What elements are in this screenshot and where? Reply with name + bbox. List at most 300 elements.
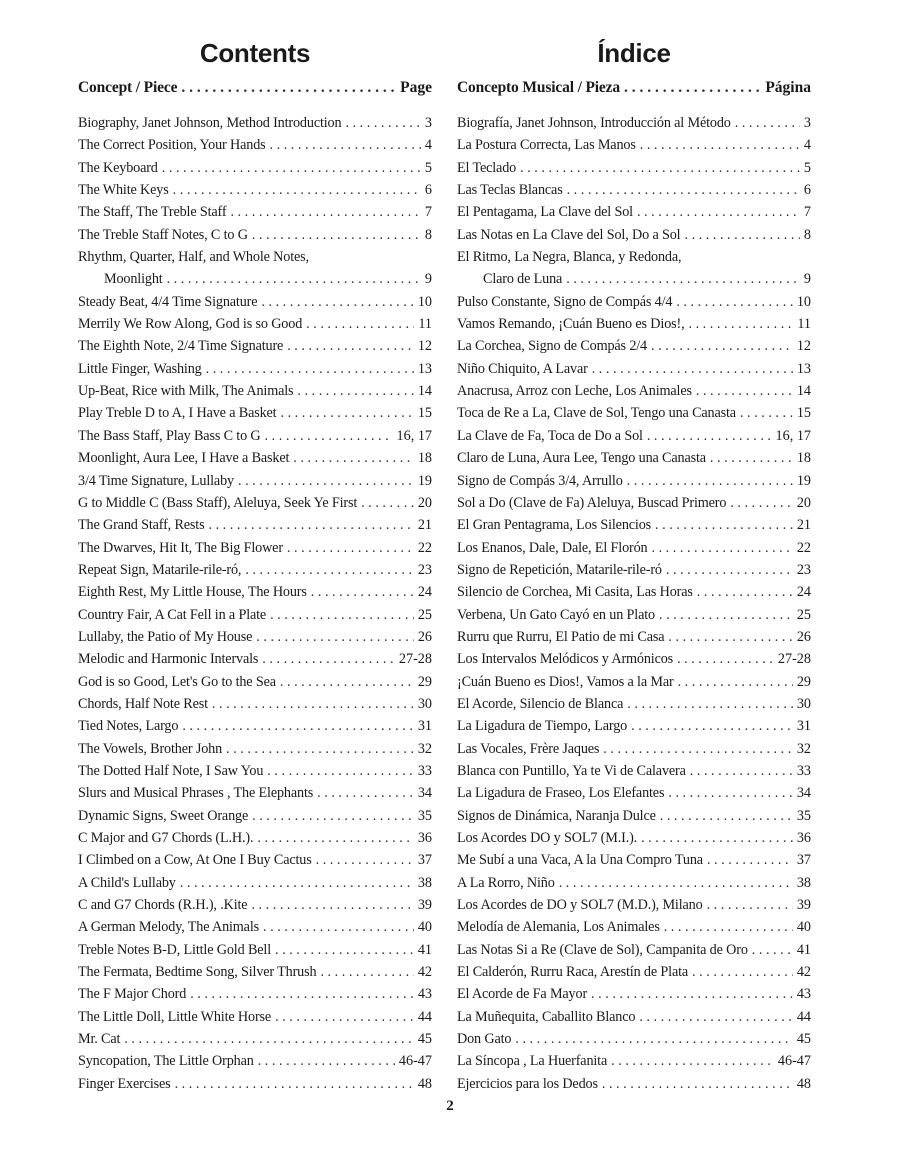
toc-entry-label: The Grand Staff, Rests [78, 517, 205, 534]
toc-entry-label: The Dwarves, Hit It, The Big Flower [78, 539, 283, 556]
toc-row [78, 827, 432, 849]
leader-dots [684, 224, 799, 246]
toc-entry-page: 41 [796, 941, 811, 958]
toc-entry-label: Biografía, Janet Johnson, Introducción al Método [457, 115, 731, 131]
leader-dots [696, 380, 793, 402]
toc-entry-page: 30 [417, 695, 432, 712]
toc-entry-label: The White Keys [78, 182, 169, 199]
leader-dots [167, 268, 421, 290]
toc-entry-page: 12 [417, 338, 432, 355]
leader-dots [647, 425, 772, 447]
toc-entry-page: 3 [803, 115, 811, 131]
toc-row [78, 380, 432, 402]
leader-dots [297, 380, 413, 402]
toc-entry-label: La Corchea, Signo de Compás 2/4 [457, 338, 647, 355]
leader-dots [175, 1073, 414, 1095]
contents-column [78, 34, 432, 1095]
leader-dots [261, 291, 413, 313]
toc-entry-page: 39 [796, 897, 811, 914]
toc-entry-page: 33 [417, 762, 432, 779]
leader-dots [730, 492, 793, 514]
toc-row [457, 224, 811, 246]
toc-row [457, 559, 811, 581]
toc-row [457, 179, 811, 201]
toc-entry-label: Los Intervalos Melódicos y Armónicos [457, 651, 674, 668]
toc-entry-page: 12 [796, 338, 811, 355]
toc-entry-page: 35 [796, 807, 811, 824]
toc-row [457, 872, 811, 894]
toc-row [78, 492, 432, 514]
toc-row [78, 604, 432, 626]
toc-entry-label: The Dotted Half Note, I Saw You [78, 762, 264, 779]
toc-row [457, 827, 811, 849]
toc-entry-page: 22 [796, 539, 811, 556]
leader-dots [293, 447, 414, 469]
toc-entry-page: 20 [417, 494, 432, 511]
toc-entry-page: 15 [417, 405, 432, 422]
toc-entry-label: Claro de Luna [483, 271, 563, 288]
toc-entry-page: 16, 17 [396, 427, 432, 444]
toc-row [78, 559, 432, 581]
toc-row [78, 358, 432, 380]
toc-row [78, 983, 432, 1005]
page-number: 2 [446, 1098, 454, 1114]
toc-entry-label: Los Acordes de DO y SOL7 (M.D.), Milano [457, 897, 703, 914]
toc-entry-label: Finger Exercises [78, 1075, 171, 1092]
toc-entry-page: 20 [796, 494, 811, 511]
toc-row [457, 335, 811, 357]
toc-entry-label: El Acorde, Silencio de Blanca [457, 695, 624, 712]
toc-entry-label: El Calderón, Rurru Raca, Arestín de Plata [457, 964, 689, 981]
leader-dots [688, 313, 793, 335]
leader-dots [641, 827, 793, 849]
toc-entry-page: 14 [796, 383, 811, 400]
toc-row [457, 425, 811, 447]
toc-entry-page: 37 [796, 852, 811, 869]
toc-entry-page: 26 [796, 628, 811, 645]
leader-dots [190, 983, 414, 1005]
concepto-header: Concepto Musical / Pieza [457, 79, 620, 96]
leader-dots [567, 179, 800, 201]
toc-row [457, 916, 811, 938]
toc-row [78, 738, 432, 760]
toc-entry-label: El Acorde de Fa Mayor [457, 986, 588, 1003]
leader-dots [690, 760, 793, 782]
toc-entry-page: 48 [417, 1075, 432, 1092]
leader-dots [182, 715, 414, 737]
toc-row [457, 693, 811, 715]
toc-entry-label: Las Notas en La Clave del Sol, Do a Sol [457, 226, 681, 243]
toc-entry-page: 8 [803, 226, 811, 243]
leader-dots [637, 201, 800, 223]
toc-entry-page: 13 [417, 360, 432, 377]
toc-entry-page: 18 [796, 450, 811, 467]
leader-dots [311, 581, 414, 603]
toc-entry-page: 5 [803, 159, 811, 176]
toc-entry-label: Country Fair, A Cat Fell in a Plate [78, 606, 267, 623]
toc-entry-label: Vamos Remando, ¡Cuán Bueno es Dios!, [457, 316, 685, 333]
toc-entry-label: The Vowels, Brother John [78, 740, 223, 757]
leader-dots [678, 671, 793, 693]
toc-row [457, 134, 811, 156]
toc-entry-label: Melodía de Alemania, Los Animales [457, 919, 660, 936]
toc-entry-page: 39 [417, 897, 432, 914]
toc-entry-label: Silencio de Corchea, Mi Casita, Las Horas [457, 584, 693, 601]
toc-entry-page: 23 [796, 561, 811, 578]
toc-row [457, 1028, 811, 1050]
toc-entry-label: Melodic and Harmonic Intervals [78, 651, 259, 668]
leader-dots [265, 425, 393, 447]
leader-dots [639, 1006, 792, 1028]
toc-row [78, 626, 432, 648]
toc-row [457, 1006, 811, 1028]
leader-dots [245, 559, 413, 581]
toc-entry-label: Biography, Janet Johnson, Method Introduction [78, 115, 342, 131]
toc-row [457, 1050, 811, 1072]
toc-entry-page: 7 [424, 204, 432, 221]
toc-entry-page: 41 [417, 941, 432, 958]
toc-entry-page: 30 [796, 695, 811, 712]
toc-entry-label: El Teclado [457, 159, 517, 176]
leader-dots [735, 112, 800, 134]
toc-entry-label: Rhythm, Quarter, Half, and Whole Notes, [78, 249, 309, 266]
toc-row [457, 157, 811, 179]
toc-row [457, 246, 811, 268]
toc-row [78, 179, 432, 201]
toc-row [457, 738, 811, 760]
leader-dots [710, 447, 793, 469]
toc-entry-label: Anacrusa, Arroz con Leche, Los Animales [457, 383, 692, 400]
leader-dots [707, 894, 793, 916]
toc-entry-label: ¡Cuán Bueno es Dios!, Vamos a la Mar [457, 673, 674, 690]
toc-entry-page: 4 [803, 137, 811, 154]
leader-dots [287, 537, 414, 559]
toc-entry-label: Blanca con Puntillo, Ya te Vi de Calavera [457, 762, 686, 779]
toc-row [457, 112, 811, 134]
toc-entry-page: 38 [417, 874, 432, 891]
toc-entry-label: Chords, Half Note Rest [78, 695, 208, 712]
leader-dots [651, 537, 792, 559]
toc-entry-page: 21 [796, 517, 811, 534]
toc-row [78, 134, 432, 156]
toc-entry-page: 22 [417, 539, 432, 556]
toc-row [78, 648, 432, 670]
toc-entry-page: 25 [417, 606, 432, 623]
toc-entry-label: Los Acordes DO y SOL7 (M.I.). [457, 830, 638, 846]
toc-entry-page: 10 [796, 293, 811, 310]
leader-dots [668, 782, 792, 804]
leader-dots [655, 514, 793, 536]
toc-entry-page: 40 [417, 919, 432, 936]
toc-row [457, 983, 811, 1005]
toc-row [457, 514, 811, 536]
toc-entry-page: 45 [417, 1031, 432, 1048]
indice-title: Índice [597, 38, 671, 68]
toc-row [457, 492, 811, 514]
toc-row [457, 760, 811, 782]
toc-row [78, 872, 432, 894]
leader-dots [624, 74, 761, 102]
leader-dots [692, 961, 793, 983]
toc-row [78, 112, 432, 134]
toc-entry-label: I Climbed on a Cow, At One I Buy Cactus [78, 852, 312, 869]
toc-row [457, 782, 811, 804]
leader-dots [660, 805, 793, 827]
toc-entry-label: G to Middle C (Bass Staff), Aleluya, Seek Ye First [78, 494, 358, 511]
toc-entry-label: La Postura Correcta, Las Manos [457, 137, 636, 154]
leader-dots [591, 983, 793, 1005]
toc-entry-label: Repeat Sign, Matarile-rile-ró, [78, 561, 242, 578]
toc-entry-label: The Keyboard [78, 159, 158, 176]
toc-row [78, 581, 432, 603]
toc-entry-label: La Ligadura de Fraseo, Los Elefantes [457, 785, 665, 802]
toc-entry-page: 44 [796, 1008, 811, 1025]
toc-entry-page: 14 [417, 383, 432, 400]
toc-entry-label: The Little Doll, Little White Horse [78, 1008, 272, 1025]
indice-header [457, 74, 811, 102]
toc-entry-label: La Ligadura de Tiempo, Largo [457, 718, 628, 735]
toc-row [78, 246, 432, 268]
toc-entry-page: 29 [417, 673, 432, 690]
toc-entry-label: Moonlight [104, 271, 163, 288]
toc-entry-page: 16, 17 [775, 427, 811, 444]
toc-row [78, 201, 432, 223]
toc-entry-page: 5 [424, 159, 432, 176]
toc-entry-label: La Síncopa , La Huerfanita [457, 1053, 608, 1070]
toc-row [457, 291, 811, 313]
toc-entry-page: 33 [796, 762, 811, 779]
toc-row [457, 581, 811, 603]
leader-dots [230, 201, 420, 223]
leader-dots [640, 134, 800, 156]
toc-row [457, 470, 811, 492]
toc-entry-page: 42 [417, 964, 432, 981]
toc-row [457, 201, 811, 223]
toc-entry-label: Lullaby, the Patio of My House [78, 628, 253, 645]
toc-entry-page: 9 [424, 271, 432, 288]
toc-entry-page: 27-28 [398, 651, 432, 668]
leader-dots [181, 74, 396, 102]
toc-entry-label: Eighth Rest, My Little House, The Hours [78, 584, 307, 601]
toc-entry-label: The Correct Position, Your Hands [78, 137, 266, 154]
toc-row [457, 537, 811, 559]
leader-dots [515, 1028, 792, 1050]
toc-row [457, 447, 811, 469]
pagina-header: Página [765, 79, 811, 96]
leader-dots [275, 1006, 414, 1028]
toc-entry-label: God is so Good, Let's Go to the Sea [78, 673, 276, 690]
toc-entry-label: El Gran Pentagrama, Los Silencios [457, 517, 652, 534]
toc-entry-page: 42 [796, 964, 811, 981]
toc-entry-page: 10 [417, 293, 432, 310]
leader-dots [566, 268, 800, 290]
toc-entry-label: Verbena, Un Gato Cayó en un Plato [457, 606, 655, 623]
toc-entry-page: 24 [796, 584, 811, 601]
toc-row [78, 782, 432, 804]
toc-entry-label: Moonlight, Aura Lee, I Have a Basket [78, 450, 290, 467]
toc-entry-page: 46-47 [777, 1053, 811, 1070]
leader-dots [320, 961, 413, 983]
leader-dots [664, 916, 793, 938]
toc-entry-page: 31 [796, 718, 811, 735]
toc-entry-page: 4 [424, 137, 432, 154]
toc-row [457, 849, 811, 871]
leader-dots [258, 1050, 395, 1072]
toc-entry-page: 19 [417, 472, 432, 489]
toc-entry-page: 48 [796, 1075, 811, 1092]
toc-entry-page: 11 [797, 316, 811, 333]
toc-entry-label: La Clave de Fa, Toca de Do a Sol [457, 427, 643, 444]
toc-row [78, 291, 432, 313]
toc-row [78, 939, 432, 961]
toc-entry-label: La Muñequita, Caballito Blanco [457, 1008, 636, 1025]
toc-entry-label: El Ritmo, La Negra, Blanca, y Redonda, [457, 249, 682, 266]
toc-entry-label: 3/4 Time Signature, Lullaby [78, 472, 234, 489]
toc-entry-page: 21 [417, 517, 432, 534]
toc-entry-page: 13 [796, 360, 811, 377]
leader-dots [280, 402, 413, 424]
toc-entry-label: El Pentagama, La Clave del Sol [457, 204, 633, 221]
contents-header [78, 74, 432, 102]
toc-entry-label: Ejercicios para los Dedos [457, 1075, 598, 1092]
toc-row [78, 849, 432, 871]
toc-entry-page: 29 [796, 673, 811, 690]
toc-entry-label: Slurs and Musical Phrases , The Elephants [78, 785, 314, 802]
leader-dots [361, 492, 414, 514]
leader-dots [631, 715, 793, 737]
toc-row [457, 1073, 811, 1095]
toc-row [457, 313, 811, 335]
toc-entry-page: 23 [417, 561, 432, 578]
toc-row [78, 715, 432, 737]
toc-row [78, 268, 432, 290]
toc-entry-label: A La Rorro, Niño [457, 874, 555, 891]
toc-row [78, 470, 432, 492]
toc-entry-page: 43 [796, 986, 811, 1003]
toc-entry-label: Signo de Repetición, Matarile-rile-ró [457, 561, 662, 578]
indice-column [457, 34, 811, 1095]
toc-row [78, 1073, 432, 1095]
leader-dots [659, 604, 793, 626]
toc-entry-label: Toca de Re a La, Clave de Sol, Tengo una Canasta [457, 405, 736, 422]
toc-row [78, 760, 432, 782]
toc-row [457, 268, 811, 290]
toc-entry-page: 35 [417, 807, 432, 824]
toc-entry-label: The Treble Staff Notes, C to G [78, 226, 248, 243]
leader-dots [208, 514, 413, 536]
toc-entry-label: Sol a Do (Clave de Fa) Aleluya, Buscad Primero [457, 494, 727, 511]
toc-entry-page: 25 [796, 606, 811, 623]
toc-entry-label: The Bass Staff, Play Bass C to G [78, 427, 261, 444]
leader-dots [270, 604, 414, 626]
leader-dots [677, 648, 774, 670]
toc-row [78, 425, 432, 447]
toc-row [78, 313, 432, 335]
toc-entry-page: 38 [796, 874, 811, 891]
leader-dots [740, 402, 793, 424]
toc-entry-page: 6 [803, 182, 811, 199]
toc-row [78, 693, 432, 715]
toc-entry-page: 46-47 [398, 1053, 432, 1070]
toc-entry-label: Merrily We Row Along, God is so Good [78, 316, 303, 333]
leader-dots [251, 894, 413, 916]
toc-row [78, 961, 432, 983]
toc-row [457, 894, 811, 916]
toc-entry-page: 3 [424, 115, 432, 131]
toc-entry-label: Don Gato [457, 1031, 512, 1048]
toc-entry-label: Niño Chiquito, A Lavar [457, 360, 588, 377]
toc-row [78, 335, 432, 357]
toc-entry-label: Treble Notes B-D, Little Gold Bell [78, 941, 271, 958]
toc-entry-page: 37 [417, 852, 432, 869]
toc-row [457, 402, 811, 424]
leader-dots [592, 358, 793, 380]
toc-entry-label: Pulso Constante, Signo de Compás 4/4 [457, 293, 673, 310]
leader-dots [611, 1050, 774, 1072]
toc-entry-page: 6 [424, 182, 432, 199]
leader-dots [206, 358, 414, 380]
toc-entry-label: Rurru que Rurru, El Patio de mi Casa [457, 628, 665, 645]
toc-entry-page: 34 [796, 785, 811, 802]
toc-entry-label: Claro de Luna, Aura Lee, Tengo una Canasta [457, 450, 706, 467]
toc-entry-label: C and G7 Chords (R.H.), .Kite [78, 897, 248, 914]
toc-entry-label: Dynamic Signs, Sweet Orange [78, 807, 249, 824]
toc-entry-page: 19 [796, 472, 811, 489]
toc-entry-label: Las Notas Si a Re (Clave de Sol), Campanita de Oro [457, 941, 748, 958]
toc-row [78, 447, 432, 469]
toc-entry-label: C Major and G7 Chords (L.H.). [78, 830, 254, 846]
toc-row [78, 402, 432, 424]
toc-entry-label: Las Vocales, Frère Jaques [457, 740, 600, 757]
leader-dots [124, 1028, 414, 1050]
page-header: Page [400, 79, 432, 96]
toc-entry-label: Play Treble D to A, I Have a Basket [78, 405, 277, 422]
leader-dots [317, 782, 414, 804]
leader-dots [707, 849, 793, 871]
leader-dots [262, 648, 395, 670]
toc-entry-label: Steady Beat, 4/4 Time Signature [78, 293, 258, 310]
toc-entry-label: Los Enanos, Dale, Dale, El Florón [457, 539, 648, 556]
toc-entry-label: The Eighth Note, 2/4 Time Signature [78, 338, 284, 355]
toc-entry-page: 32 [417, 740, 432, 757]
leader-dots [651, 335, 793, 357]
toc-row [457, 358, 811, 380]
toc-row [78, 671, 432, 693]
leader-dots [287, 335, 414, 357]
toc-entry-page: 7 [803, 204, 811, 221]
leader-dots [270, 134, 421, 156]
leader-dots [306, 313, 414, 335]
leader-dots [256, 626, 414, 648]
leader-dots [162, 157, 421, 179]
leader-dots [212, 693, 414, 715]
leader-dots [676, 291, 793, 313]
toc-entry-page: 34 [417, 785, 432, 802]
leader-dots [627, 693, 793, 715]
toc-entry-label: Mr. Cat [78, 1031, 121, 1048]
toc-row [78, 537, 432, 559]
toc-entry-label: Up-Beat, Rice with Milk, The Animals [78, 383, 294, 400]
leader-dots [180, 872, 414, 894]
toc-entry-page: 44 [417, 1008, 432, 1025]
toc-entry-label: Tied Notes, Largo [78, 718, 179, 735]
concept-header: Concept / Piece [78, 79, 178, 96]
leader-dots [345, 112, 420, 134]
leader-dots [267, 760, 414, 782]
leader-dots [603, 738, 793, 760]
leader-dots [238, 470, 414, 492]
toc-entry-page: 15 [796, 405, 811, 422]
